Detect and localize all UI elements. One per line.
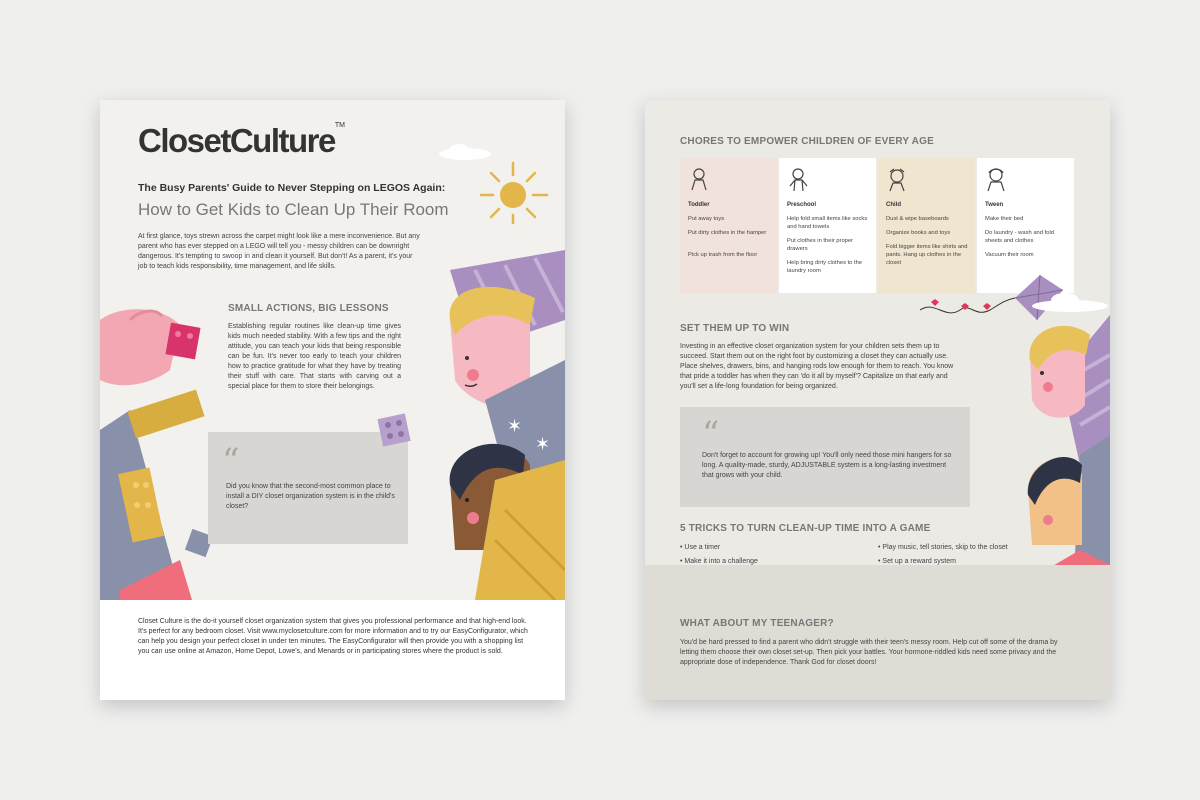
tween-icon xyxy=(985,168,1007,192)
teen-body: You'd be hard pressed to find a parent who didn't struggle with their teen's messy room. Help cut off some of the drama by letting them choose their own closet set-up. Then pick your battles. Your hormone-riddled kids need some privacy and the appropriate dose of independence. Thank God for closet doors! xyxy=(680,639,1058,666)
trick-item: • Make it into a challenge xyxy=(680,558,758,565)
teen-band xyxy=(645,565,1110,700)
lego-brick-icon xyxy=(374,410,414,450)
chore-item: Put clothes in their proper drawers xyxy=(787,238,854,252)
trick-item: • Use a timer xyxy=(680,544,721,551)
chore-title: Preschool xyxy=(787,202,817,208)
intro-paragraph: At first glance, toys strewn across the carpet might look like a mere inconvenience. But any parent who has ever stepped on a LEGO will tell you - messy children can be downright dangerous. It's tempting to swoop in and clean it yourself. But don't! As a parent, it's your job to teach kids responsibility, time management, and life skills. xyxy=(138,233,420,270)
guide-title: The Busy Parents' Guide to Never Stepping on LEGOS Again: xyxy=(138,182,446,194)
quote-box xyxy=(680,407,970,507)
chore-item: Fold bigger items like shirts and pants. Hang up clothes in the closet xyxy=(886,244,968,266)
cloud-icon xyxy=(1025,292,1110,314)
sun-icon xyxy=(475,155,555,225)
svg-text:✶: ✶ xyxy=(535,434,551,455)
kids-illustration xyxy=(1020,315,1110,605)
guide-subtitle: How to Get Kids to Clean Up Their Room xyxy=(138,200,449,219)
chore-item: Put dirty clothes in the hamper xyxy=(688,230,767,236)
quote-text: Don't forget to account for growing up! You'll only need those mini hangers for so long. A quality-made, sturdy, ADJUSTABLE system is a long-lasting investment that grows with your child. xyxy=(702,452,952,479)
quote-mark-icon: “ xyxy=(222,441,240,481)
chore-item: Help fold small items like socks and hand towels xyxy=(787,216,868,230)
chore-column-toddler xyxy=(680,158,777,293)
chore-item: Do laundry - wash and fold sheets and clothes xyxy=(985,230,1054,244)
quote-text: Did you know that the second-most common place to install a DIY closet organization system is in the child's closet? xyxy=(226,483,395,510)
preschool-icon xyxy=(787,168,809,192)
chore-title: Tween xyxy=(985,202,1004,208)
chore-item: Make their bed xyxy=(985,216,1024,222)
chore-item: Organize books and toys xyxy=(886,230,951,236)
tricks-heading: 5 TRICKS TO TURN CLEAN-UP TIME INTO A GAME xyxy=(680,523,931,534)
section-body: Establishing regular routines like clean-up time gives kids much needed stability. With a few tips and the right attitude, you can teach your kids that being responsible can be fun. It's never too early to teach your children how to practice gratitude for what they have by treating their stuff with care. That starts with carving out a special place for them to store their belongings. xyxy=(228,323,401,390)
toddler-icon xyxy=(688,168,710,192)
chore-item: Pick up trash from the floor xyxy=(688,252,758,258)
win-body: Investing in an effective closet organization system for your children sets them up to succeed. Start them out on the right foot by customizing a closet they can actually use. Place shelves, drawers, bins, and hanging rods low enough for them to reach. You know that pride a toddler has when they can 'do it all by myself'? Capitalize on that early and you'll set a life-long foundation for being organized. xyxy=(680,343,954,390)
brochure-page-front xyxy=(100,100,565,700)
trick-item: • Play music, tell stories, skip to the closet xyxy=(878,544,1008,551)
cloud-icon xyxy=(435,142,495,162)
svg-text:✶: ✶ xyxy=(507,416,523,437)
chore-title: Child xyxy=(886,202,901,208)
win-heading: SET THEM UP TO WIN xyxy=(680,323,790,334)
chore-title: Toddler xyxy=(688,202,710,208)
chore-item: Put away toys xyxy=(688,216,725,222)
footer-text: Closet Culture is the do-it yourself closet organization system that gives you professional performance and that high-end look. It's perfect for any bedroom closet. Visit www.myclosetculture.com for more information and to try our EasyConfigurator, which can help you design your perfect closet in under ten minutes. The EasyConfigurator will then provide you with a shopping list you can use online at Amazon, Home Depot, Lowe's, and Menards or in participating stores where the product is sold. xyxy=(138,618,528,655)
chore-item: Dust & wipe baseboards xyxy=(886,216,949,222)
teen-heading: WHAT ABOUT MY TEENAGER? xyxy=(680,618,834,629)
brochure-page-back xyxy=(645,100,1110,700)
section-heading: SMALL ACTIONS, BIG LESSONS xyxy=(228,303,389,314)
kids-illustration xyxy=(415,250,565,600)
quote-mark-icon: “ xyxy=(702,414,720,454)
closet-culture-logo: ClosetCulture™ xyxy=(138,122,345,159)
chores-heading: CHORES TO EMPOWER CHILDREN OF EVERY AGE xyxy=(680,136,934,147)
trick-item: • Set up a reward system xyxy=(878,558,956,565)
chore-item: Help bring dirty clothes to the laundry room xyxy=(787,260,863,274)
child-icon xyxy=(886,168,908,192)
chore-column-preschool xyxy=(779,158,876,293)
chore-item: Vacuum their room xyxy=(985,252,1034,258)
